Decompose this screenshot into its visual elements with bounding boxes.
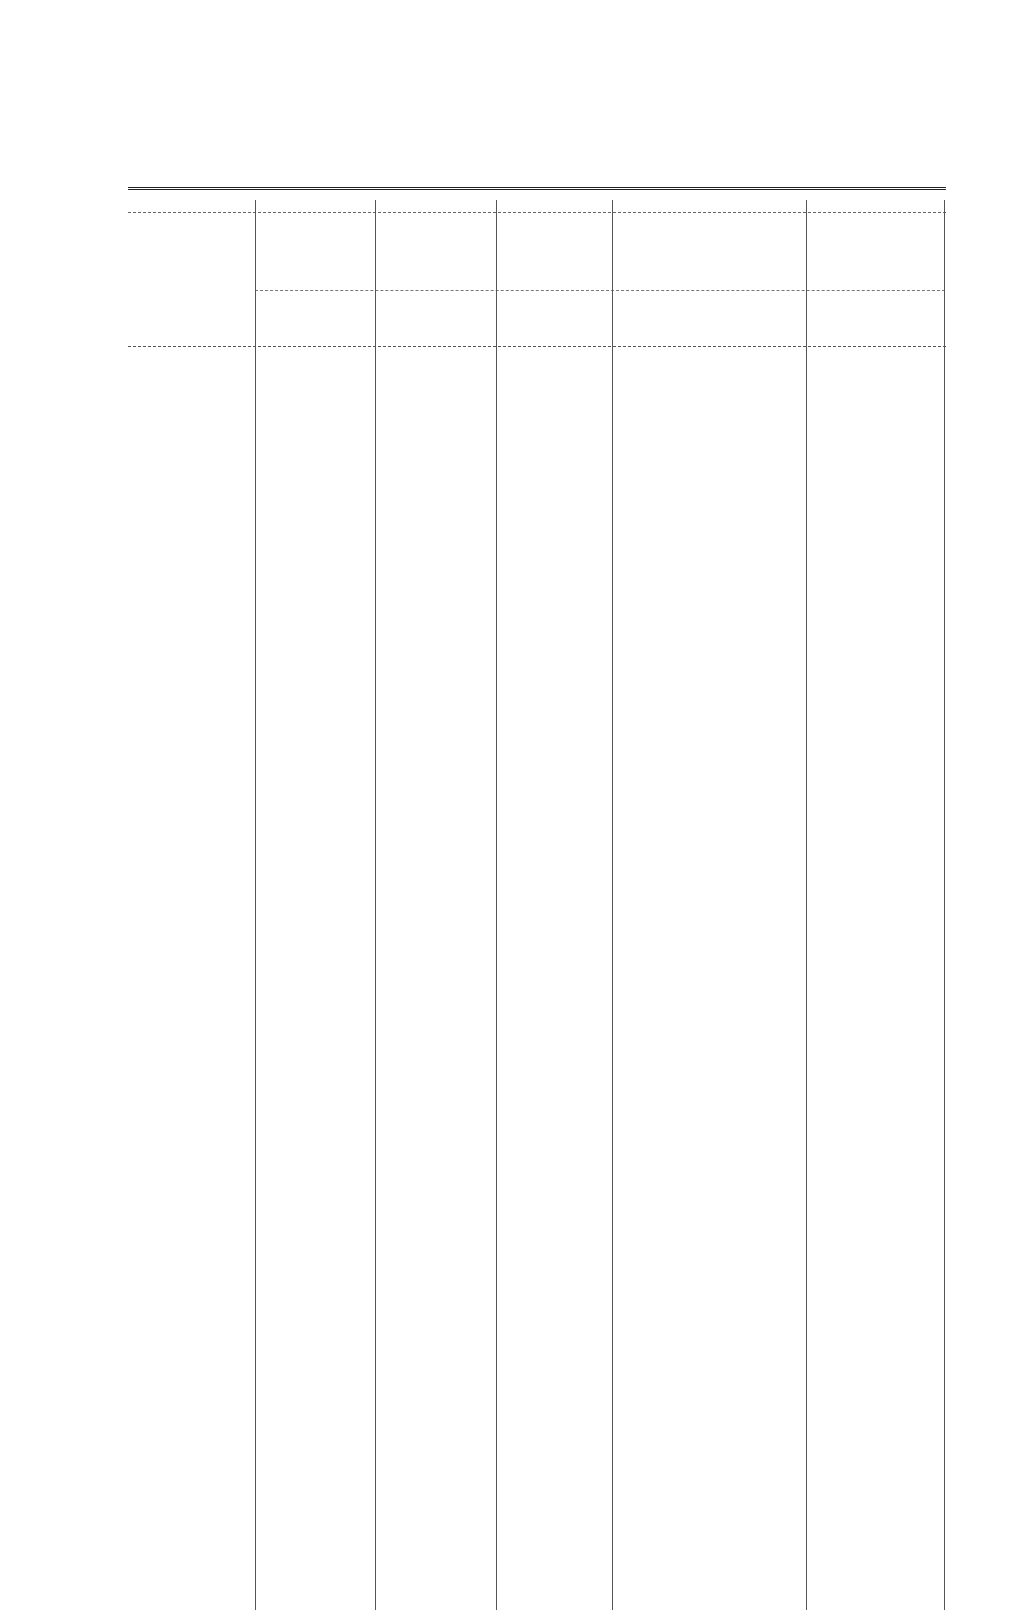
- colnum-rule: [128, 212, 946, 213]
- col-divider: [612, 200, 613, 1610]
- col-divider: [255, 200, 256, 1610]
- col-divider: [375, 200, 376, 1610]
- col-divider: [496, 200, 497, 1610]
- col-divider: [806, 200, 807, 1610]
- subheader-rule: [255, 290, 945, 291]
- col-divider: [944, 200, 945, 1610]
- top-rule: [128, 187, 946, 190]
- header-bottom-rule: [128, 346, 946, 347]
